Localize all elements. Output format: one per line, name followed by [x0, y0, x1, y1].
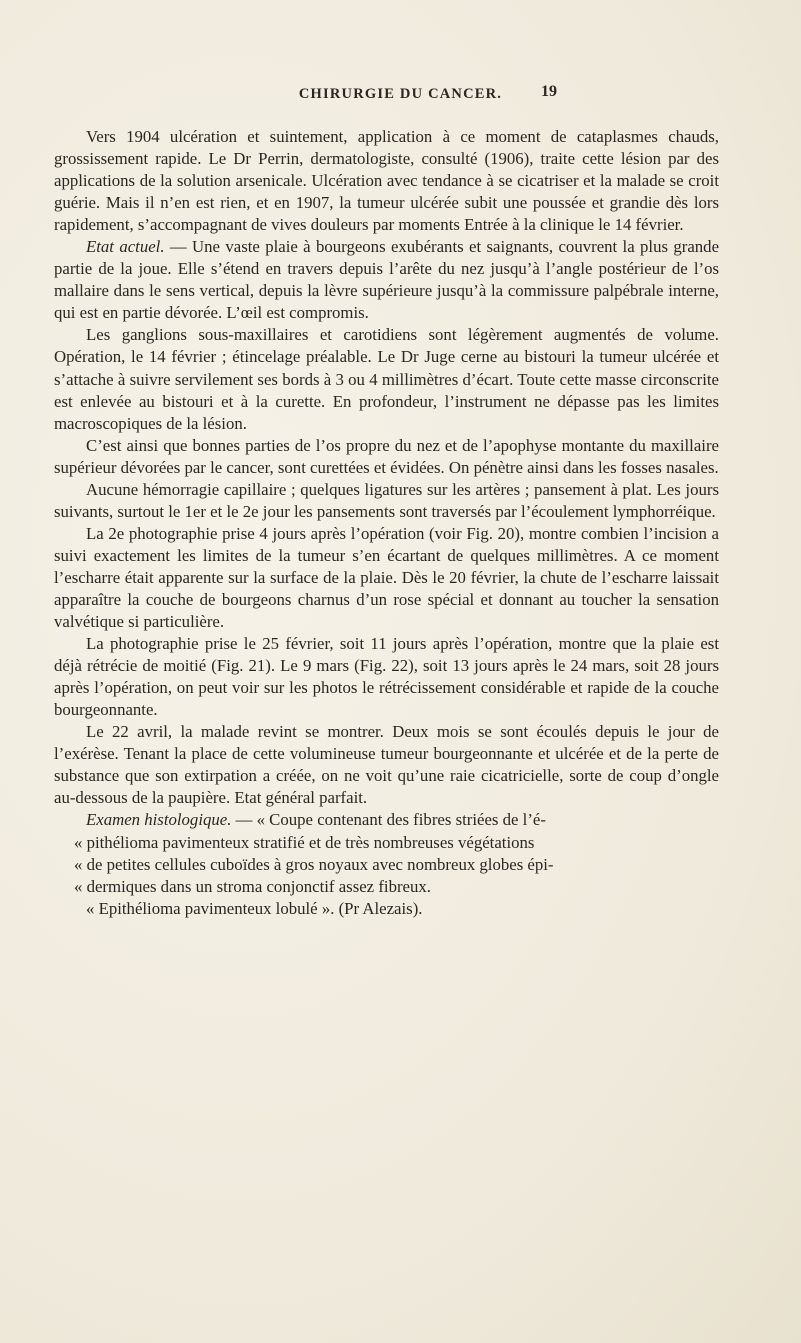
etat-actuel-heading: Etat actuel. [86, 237, 165, 257]
paragraph-hemorragie: Aucune hémorragie capillaire ; quelques ligatures sur les artères ; pansement à plat. Les jours suivants, surtout le 1er et le 2e jour les pansements sont traversés par l’écoulement lymphorréique. [54, 479, 719, 521]
quote-line: « de petites cellules cuboïdes à gros noyaux avec nombreux globes épi- [74, 854, 554, 874]
quote-line: « pithélioma pavimenteux stratifié et de très nombreuses végétations [74, 832, 535, 852]
paragraph-etat-actuel [54, 236, 719, 324]
paragraph-photo-2: La 2e photographie prise 4 jours après l’opération (voir Fig. 20), montre combien l’incision a suivi exactement les limites de la tumeur s’en écartant de quelques millimètres. A ce moment l’escharre était apparente sur la surface de la plaie. Dès le 20 février, la chute de l’escharre laissait apparaître la couche de bourgeons charnus d’un rose spécial et donnant au toucher la sensation valvétique si particulière. [54, 523, 719, 632]
etat-actuel-text: Une vaste plaie à bourgeons exubérants et saignants, couvrent la plus grande partie de la joue. Elle s’étend en travers depuis l’arête du nez jusqu’à l’angle postérieur de l’os mallaire dans le sens vertical, depuis la lèvre supérieure jusqu’à la commissure palpébrale interne, qui est en partie dévorée. L’œil est compromis. [54, 237, 720, 323]
body-text [54, 126, 719, 920]
quote-line: « Epithélioma pavimenteux lobulé ». (Pr Alezais). [86, 898, 423, 918]
paragraph-photo-3: La photographie prise le 25 février, soit 11 jours après l’opération, montre que la plaie est déjà rétrécie de moitié (Fig. 21). Le 9 mars (Fig. 22), soit 13 jours après le 24 mars, soit 28 jours après l’opération, on peut voir sur les photos le rétrécissement considérable et rapide de la couche bourgeonnante. [54, 634, 719, 720]
paragraph-os-propre: C’est ainsi que bonnes parties de l’os propre du nez et de l’apophyse montante du maxillaire supérieur dévorées par le cancer, sont curettées et évidées. On pénètre ainsi dans les fosses nasales. [54, 435, 719, 477]
quote-line: « Coupe contenant des fibres striées de l’é- [256, 810, 546, 830]
etat-actuel-dash: — [164, 237, 193, 257]
examen-dash: — [231, 810, 257, 830]
paragraph-history: Vers 1904 ulcération et suintement, application à ce moment de cataplasmes chauds, grossissement rapide. Le Dr Perrin, dermatologiste, consulté (1906), traite cette lésion par des applications de la solution arsenicale. Ulcération avec tendance à se cicatriser et la malade se croit guérie. Mais il n’en est rien, et en 1907, la tumeur ulcérée subit une poussée et grandie dès lors rapidement, s’accompagnant de vives douleurs par moments Entrée à la clinique le 14 février. [54, 127, 719, 235]
examen-heading: Examen histologique. [86, 810, 232, 830]
paragraph-examen [54, 809, 719, 831]
page-number: 19 [541, 83, 557, 100]
paragraph-22-avril: Le 22 avril, la malade revint se montrer. Deux mois se sont écoulés depuis le jour de l’exérèse. Tenant la place de cette volumineuse tumeur bourgeonnante et ulcérée et de la perte de substance que son extirpation a créée, on ne voit qu’une raie cicatricielle, sorte de coup d’ongle au-dessous de la paupière. Etat général parfait. [54, 722, 719, 808]
quote-line: « dermiques dans un stroma conjonctif assez fibreux. [74, 876, 431, 896]
page-header [0, 0, 801, 110]
running-title: CHIRURGIE DU CANCER. [298, 86, 503, 102]
paragraph-ganglions: Les ganglions sous-maxillaires et carotidiens sont légèrement augmentés de volume. Opération, le 14 février ; étincelage préalable. Le Dr Juge cerne au bistouri la tumeur ulcérée et s’attache à suivre servilement ses bords à 3 ou 4 millimètres d’écart. Toute cette masse circonscrite est enlevée au bistouri et à la curette. En profondeur, l’instrument ne dépasse pas les limites macroscopiques de la lésion. [54, 325, 719, 433]
